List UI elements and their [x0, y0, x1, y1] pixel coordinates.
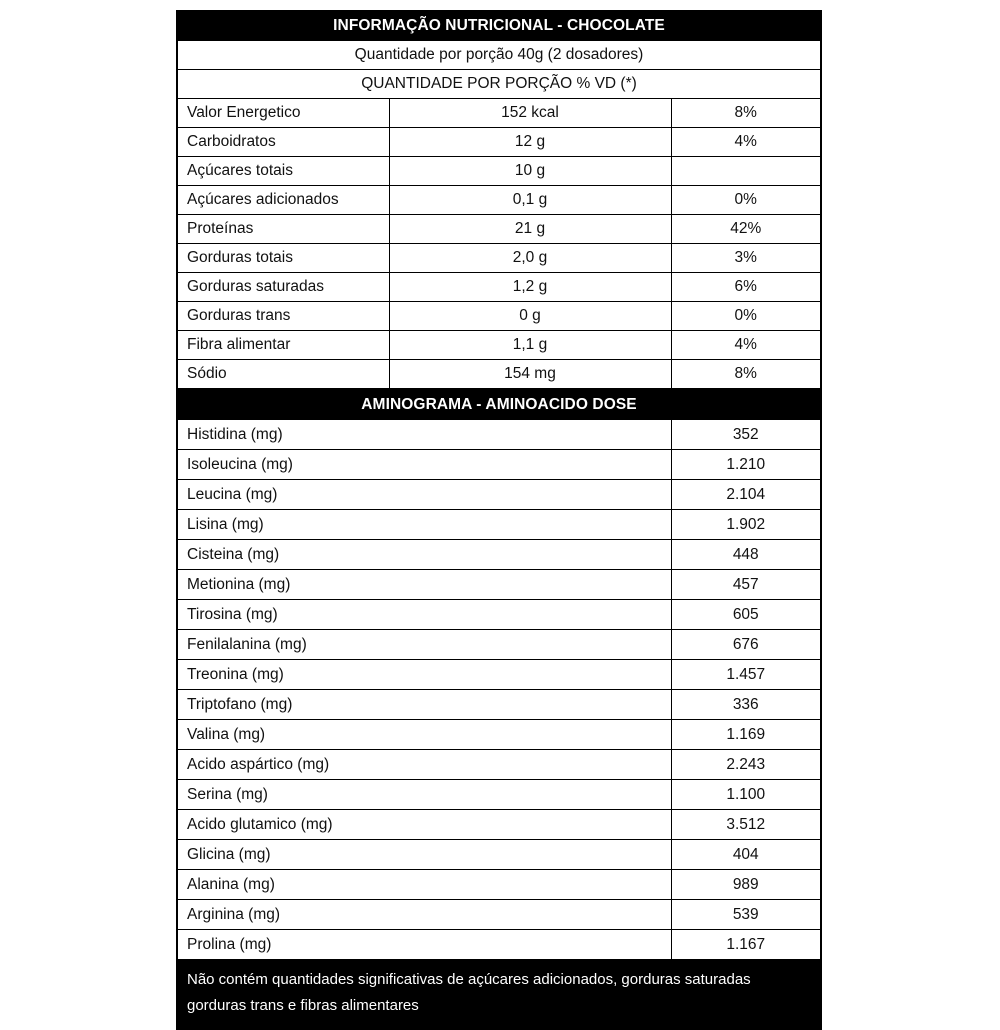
table-row — [177, 273, 821, 302]
nutrient-amount: 154 mg — [389, 360, 671, 390]
footnote-line-1: Não contém quantidades significativas de açúcares adicionados, gorduras saturadas — [187, 971, 751, 988]
table-row — [177, 900, 821, 930]
aminoacid-value: 352 — [671, 420, 821, 450]
table-row — [177, 360, 821, 390]
aminoacid-value: 448 — [671, 540, 821, 570]
nutrient-amount: 10 g — [389, 157, 671, 186]
nutrition-table-body — [177, 11, 821, 99]
table-row — [177, 480, 821, 510]
table-row — [177, 930, 821, 961]
label-title: INFORMAÇÃO NUTRICIONAL - CHOCOLATE — [177, 11, 821, 41]
aminoacid-name: Fenilalanina (mg) — [177, 630, 671, 660]
table-row — [177, 660, 821, 690]
nutrient-name: Carboidratos — [177, 128, 389, 157]
column-header-text: QUANTIDADE POR PORÇÃO % VD (*) — [177, 70, 821, 99]
table-row — [177, 157, 821, 186]
aminoacid-name: Tirosina (mg) — [177, 600, 671, 630]
aminoacid-value: 2.243 — [671, 750, 821, 780]
table-row — [177, 99, 821, 128]
aminoacid-value: 1.457 — [671, 660, 821, 690]
aminoacid-value: 336 — [671, 690, 821, 720]
nutrient-daily-value: 6% — [671, 273, 821, 302]
table-row — [177, 540, 821, 570]
table-row — [177, 750, 821, 780]
nutrient-amount: 1,2 g — [389, 273, 671, 302]
nutrient-daily-value — [671, 157, 821, 186]
nutrient-name: Gorduras trans — [177, 302, 389, 331]
aminoacid-name: Triptofano (mg) — [177, 690, 671, 720]
table-row — [177, 870, 821, 900]
nutrient-amount: 0,1 g — [389, 186, 671, 215]
aminoacid-name: Arginina (mg) — [177, 900, 671, 930]
aminoacid-value: 404 — [671, 840, 821, 870]
footnote — [176, 961, 822, 1030]
table-row — [177, 630, 821, 660]
aminoacid-name: Cisteina (mg) — [177, 540, 671, 570]
nutrient-daily-value: 42% — [671, 215, 821, 244]
footnote-line-2: gorduras trans e fibras alimentares — [187, 997, 419, 1015]
aminoacid-value: 539 — [671, 900, 821, 930]
aminoacid-name: Lisina (mg) — [177, 510, 671, 540]
aminoacid-name: Alanina (mg) — [177, 870, 671, 900]
nutrient-amount: 152 kcal — [389, 99, 671, 128]
aminoacid-value: 2.104 — [671, 480, 821, 510]
nutrient-name: Açúcares adicionados — [177, 186, 389, 215]
table-row — [177, 331, 821, 360]
aminoacid-value: 1.100 — [671, 780, 821, 810]
nutrient-daily-value: 8% — [671, 99, 821, 128]
aminoacid-value: 3.512 — [671, 810, 821, 840]
aminoacid-name: Metionina (mg) — [177, 570, 671, 600]
table-row — [177, 810, 821, 840]
nutrient-daily-value: 8% — [671, 360, 821, 390]
title-row — [177, 11, 821, 41]
aminoacid-name: Acido aspártico (mg) — [177, 750, 671, 780]
nutrient-daily-value: 0% — [671, 302, 821, 331]
table-row — [177, 840, 821, 870]
aminoacid-name: Leucina (mg) — [177, 480, 671, 510]
nutrition-label — [176, 10, 822, 1030]
aminoacid-value: 1.902 — [671, 510, 821, 540]
nutrient-daily-value: 4% — [671, 128, 821, 157]
table-row — [177, 510, 821, 540]
nutrient-amount: 2,0 g — [389, 244, 671, 273]
aminoacid-name: Histidina (mg) — [177, 420, 671, 450]
nutrient-name: Valor Energetico — [177, 99, 389, 128]
aminogram-title-row — [177, 391, 821, 420]
nutrient-daily-value: 0% — [671, 186, 821, 215]
aminogram-title: AMINOGRAMA - AMINOACIDO DOSE — [177, 391, 821, 420]
aminogram-rows — [177, 420, 821, 961]
aminoacid-name: Prolina (mg) — [177, 930, 671, 961]
column-header-row — [177, 70, 821, 99]
nutrient-name: Gorduras saturadas — [177, 273, 389, 302]
table-row — [177, 720, 821, 750]
aminogram-table — [176, 390, 822, 961]
nutrition-facts-table — [176, 10, 822, 390]
serving-row — [177, 41, 821, 70]
aminoacid-value: 605 — [671, 600, 821, 630]
aminoacid-value: 1.210 — [671, 450, 821, 480]
aminogram-header — [177, 391, 821, 420]
aminoacid-value: 676 — [671, 630, 821, 660]
table-row — [177, 450, 821, 480]
nutrient-daily-value: 4% — [671, 331, 821, 360]
aminoacid-name: Treonina (mg) — [177, 660, 671, 690]
table-row — [177, 215, 821, 244]
nutrient-name: Sódio — [177, 360, 389, 390]
table-row — [177, 244, 821, 273]
table-row — [177, 690, 821, 720]
table-row — [177, 420, 821, 450]
nutrient-amount: 0 g — [389, 302, 671, 331]
nutrient-name: Fibra alimentar — [177, 331, 389, 360]
aminoacid-name: Isoleucina (mg) — [177, 450, 671, 480]
nutrient-rows — [177, 99, 821, 390]
table-row — [177, 600, 821, 630]
nutrient-daily-value: 3% — [671, 244, 821, 273]
nutrient-name: Proteínas — [177, 215, 389, 244]
aminoacid-name: Serina (mg) — [177, 780, 671, 810]
nutrient-amount: 1,1 g — [389, 331, 671, 360]
nutrient-amount: 21 g — [389, 215, 671, 244]
nutrient-name: Açúcares totais — [177, 157, 389, 186]
nutrient-name: Gorduras totais — [177, 244, 389, 273]
aminoacid-name: Acido glutamico (mg) — [177, 810, 671, 840]
aminoacid-value: 989 — [671, 870, 821, 900]
aminoacid-value: 457 — [671, 570, 821, 600]
aminoacid-name: Glicina (mg) — [177, 840, 671, 870]
table-row — [177, 780, 821, 810]
aminoacid-value: 1.169 — [671, 720, 821, 750]
table-row — [177, 570, 821, 600]
aminoacid-value: 1.167 — [671, 930, 821, 961]
table-row — [177, 128, 821, 157]
table-row — [177, 302, 821, 331]
table-row — [177, 186, 821, 215]
nutrient-amount: 12 g — [389, 128, 671, 157]
aminoacid-name: Valina (mg) — [177, 720, 671, 750]
serving-size-text: Quantidade por porção 40g (2 dosadores) — [177, 41, 821, 70]
